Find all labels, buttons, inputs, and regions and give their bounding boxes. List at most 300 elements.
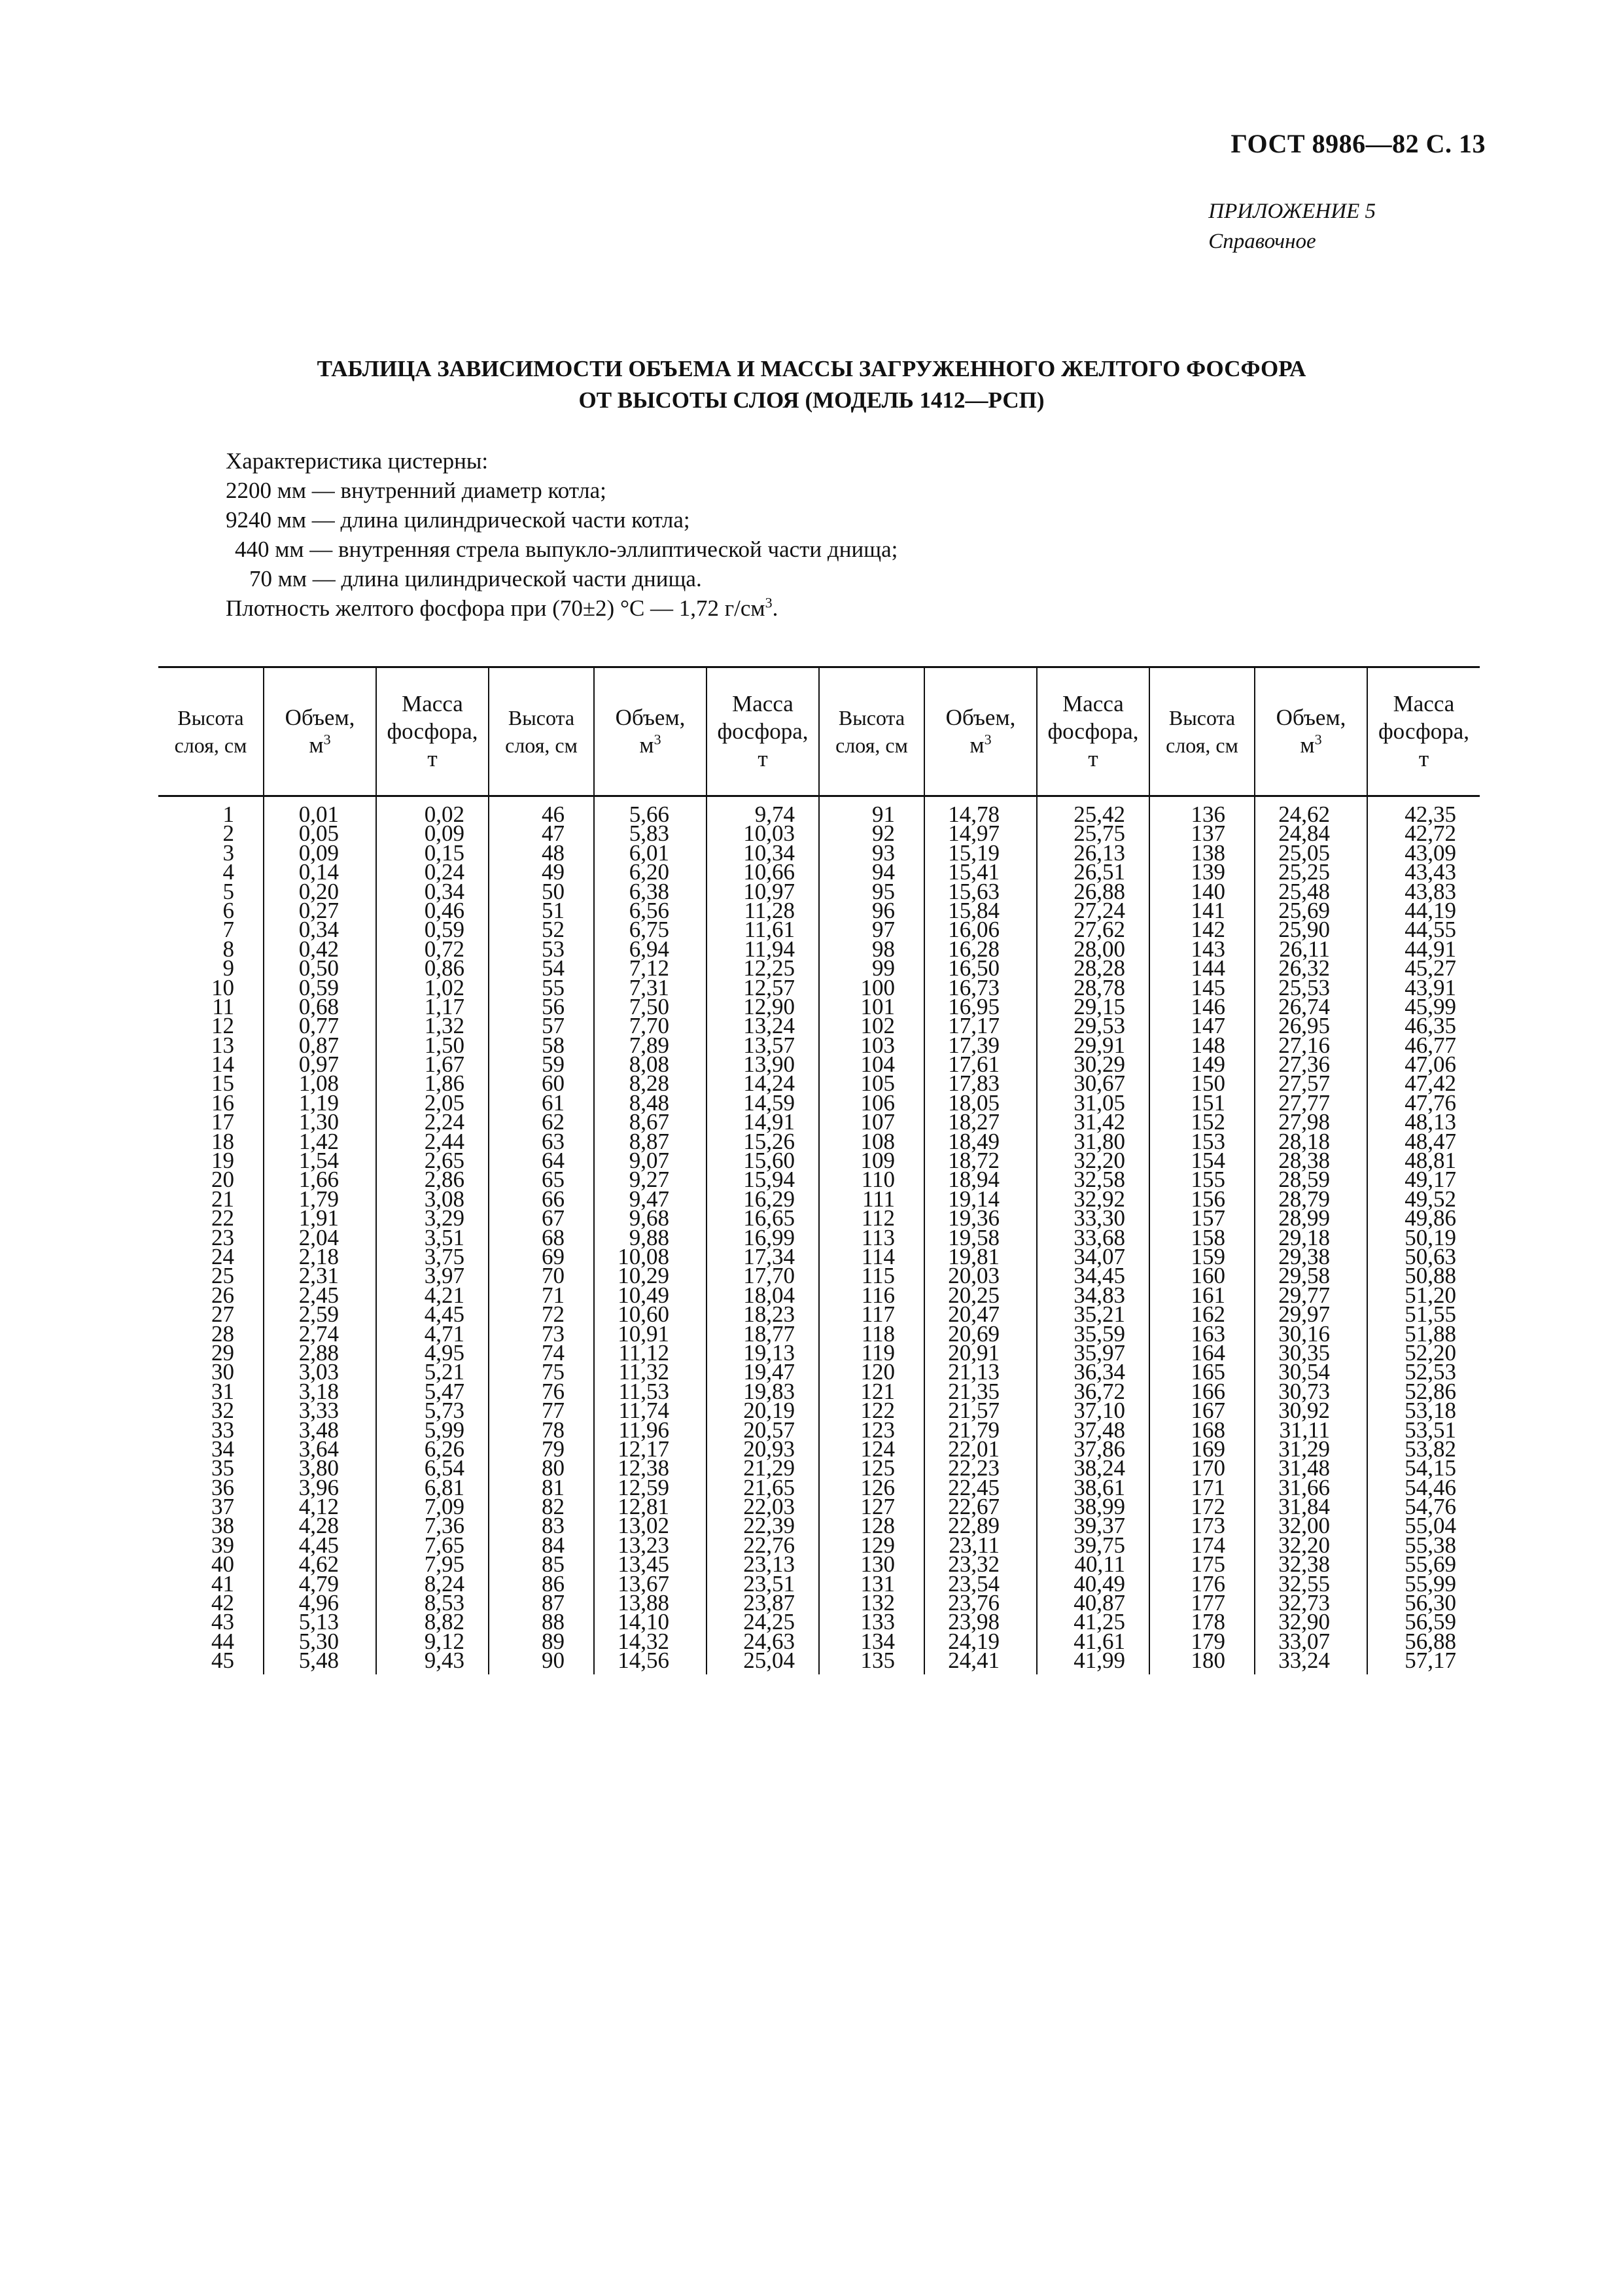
volume-value: 22,67 [948, 1494, 1000, 1520]
height-value: 1 [222, 802, 234, 827]
mass-value: 1,67 [424, 1051, 464, 1078]
height-value: 2 [222, 821, 234, 847]
density-unit-exponent: 3 [765, 594, 773, 611]
height-value: 167 [1191, 1398, 1225, 1424]
volume-value: 27,98 [1278, 1109, 1330, 1135]
height-value: 144 [1191, 955, 1225, 981]
header-volume-exponent: 3 [984, 731, 992, 748]
volume-value: 31,11 [1279, 1417, 1330, 1443]
mass-value: 20,19 [743, 1398, 795, 1424]
header-volume-unit: м [969, 732, 985, 758]
height-value: 28 [211, 1320, 234, 1347]
volume-value: 16,73 [948, 974, 1000, 1000]
mass-value: 43,43 [1405, 859, 1456, 885]
header-mass [1037, 667, 1149, 796]
height-value: 82 [542, 1494, 565, 1520]
mass-value: 8,53 [424, 1590, 464, 1616]
volume-value: 5,48 [298, 1648, 339, 1674]
height-value: 124 [860, 1436, 895, 1462]
mass-value: 26,88 [1073, 878, 1125, 904]
mass-value: 0,72 [424, 936, 464, 962]
header-volume-line-1: Объем, [945, 705, 1016, 730]
mass-value: 8,82 [424, 1609, 464, 1635]
mass-value: 56,59 [1405, 1609, 1456, 1635]
volume-value: 10,91 [618, 1320, 669, 1347]
volume-value: 12,81 [618, 1494, 669, 1520]
volume-value: 0,59 [298, 974, 339, 1000]
mass-value: 28,78 [1073, 974, 1125, 1000]
height-value: 158 [1191, 1224, 1225, 1250]
mass-value: 9,12 [424, 1628, 464, 1654]
volume-value: 20,25 [948, 1282, 1000, 1308]
header-volume [924, 667, 1037, 796]
volume-value: 0,34 [298, 917, 339, 943]
height-value: 151 [1191, 1089, 1225, 1116]
volume-value: 23,76 [948, 1590, 1000, 1616]
height-value: 43 [211, 1609, 234, 1635]
height-value: 109 [860, 1148, 895, 1174]
mass-value: 53,82 [1405, 1436, 1456, 1462]
volume-value: 14,32 [618, 1628, 669, 1654]
column-masses-3 [1037, 796, 1149, 1674]
header-mass [707, 667, 819, 796]
document-reference: ГОСТ 8986—82 С. 13 [1230, 129, 1486, 158]
height-value: 68 [542, 1224, 565, 1250]
column-heights-2 [489, 796, 594, 1674]
height-value: 174 [1191, 1532, 1225, 1558]
mass-value: 1,17 [424, 993, 464, 1019]
height-value: 108 [860, 1128, 895, 1154]
height-value: 38 [211, 1513, 234, 1539]
volume-value: 7,31 [629, 974, 669, 1000]
height-value: 14 [211, 1051, 234, 1078]
mass-value: 5,21 [424, 1359, 464, 1385]
mass-value: 36,34 [1073, 1359, 1125, 1385]
mass-value: 18,04 [743, 1282, 795, 1308]
header-volume-unit: м [309, 732, 324, 758]
height-value: 119 [861, 1339, 895, 1366]
spec-bottom-arrow: 440 мм — внутренняя стрела выпукло-эллиптической части днища; [235, 537, 898, 562]
volume-value: 20,91 [948, 1339, 1000, 1366]
height-value: 90 [542, 1648, 565, 1674]
header-height [1149, 667, 1255, 796]
volume-value: 24,41 [948, 1648, 1000, 1674]
mass-value: 53,18 [1405, 1398, 1456, 1424]
mass-value: 52,53 [1405, 1359, 1456, 1385]
height-value: 4 [222, 859, 234, 885]
height-value: 131 [860, 1570, 895, 1597]
mass-value: 17,70 [743, 1263, 795, 1289]
height-value: 22 [211, 1205, 234, 1231]
height-value: 125 [860, 1455, 895, 1481]
height-value: 117 [861, 1301, 895, 1328]
mass-value: 3,08 [424, 1186, 464, 1212]
height-value: 5 [222, 878, 234, 904]
volume-value: 32,55 [1278, 1570, 1330, 1597]
mass-value: 0,09 [424, 821, 464, 847]
mass-value: 18,23 [743, 1301, 795, 1328]
height-value: 132 [860, 1590, 895, 1616]
volume-value: 22,89 [948, 1513, 1000, 1539]
height-value: 30 [211, 1359, 234, 1385]
volume-value: 30,54 [1278, 1359, 1330, 1385]
height-value: 85 [542, 1551, 565, 1578]
mass-value: 2,86 [424, 1167, 464, 1193]
mass-value: 9,43 [424, 1648, 464, 1674]
header-volume-line-1: Объем, [615, 705, 686, 730]
height-value: 7 [222, 917, 234, 943]
height-value: 146 [1191, 993, 1225, 1019]
height-value: 133 [860, 1609, 895, 1635]
mass-value: 19,83 [743, 1378, 795, 1404]
mass-value: 21,65 [743, 1474, 795, 1500]
volume-value: 8,87 [629, 1128, 669, 1154]
height-value: 40 [211, 1551, 234, 1578]
height-value: 27 [211, 1301, 234, 1328]
volume-value: 0,97 [298, 1051, 339, 1078]
mass-value: 12,90 [743, 993, 795, 1019]
mass-value: 46,35 [1405, 1013, 1456, 1039]
header-volume-exponent: 3 [654, 731, 661, 748]
mass-value: 1,86 [424, 1070, 464, 1097]
volume-value: 20,69 [948, 1320, 1000, 1347]
volume-value: 17,39 [948, 1032, 1000, 1058]
volume-value: 2,04 [298, 1224, 339, 1250]
mass-value: 29,91 [1073, 1032, 1125, 1058]
mass-value: 14,59 [743, 1089, 795, 1116]
mass-value: 45,27 [1405, 955, 1456, 981]
volume-value: 6,38 [629, 878, 669, 904]
header-mass-line-2: фосфора, [387, 718, 478, 744]
mass-value: 38,24 [1073, 1455, 1125, 1481]
mass-value: 38,61 [1073, 1474, 1125, 1500]
height-value: 145 [1191, 974, 1225, 1000]
header-volume-line-2 [595, 732, 706, 759]
mass-value: 1,50 [424, 1032, 464, 1058]
height-value: 57 [542, 1013, 565, 1039]
table-title [0, 353, 1623, 416]
height-value: 46 [542, 802, 565, 827]
header-height-line-1: Высота [1168, 706, 1236, 730]
volume-value: 20,03 [948, 1263, 1000, 1289]
height-value: 105 [860, 1070, 895, 1097]
volume-value: 14,97 [948, 821, 1000, 847]
volume-value: 28,79 [1278, 1186, 1330, 1212]
mass-value: 20,93 [743, 1436, 795, 1462]
height-value: 159 [1191, 1243, 1225, 1269]
volume-value: 0,01 [298, 802, 339, 827]
volume-value: 15,84 [948, 897, 1000, 923]
appendix-label [1208, 196, 1376, 256]
mass-value: 0,02 [424, 802, 464, 827]
height-value: 66 [542, 1186, 565, 1212]
volume-value: 15,63 [948, 878, 1000, 904]
height-value: 97 [872, 917, 895, 943]
height-value: 140 [1191, 878, 1225, 904]
volume-value: 0,42 [298, 936, 339, 962]
mass-value: 42,72 [1405, 821, 1456, 847]
height-value: 21 [211, 1186, 234, 1212]
height-value: 161 [1191, 1282, 1225, 1308]
mass-value: 51,55 [1405, 1301, 1456, 1328]
height-value: 81 [542, 1474, 565, 1500]
height-value: 173 [1191, 1513, 1225, 1539]
mass-value: 56,30 [1405, 1590, 1456, 1616]
height-value: 104 [860, 1051, 895, 1078]
height-value: 130 [860, 1551, 895, 1578]
height-value: 157 [1191, 1205, 1225, 1231]
height-value: 59 [542, 1051, 565, 1078]
height-value: 98 [872, 936, 895, 962]
header-mass-line-1: Масса [1393, 691, 1455, 716]
mass-value: 54,46 [1405, 1474, 1456, 1500]
column-masses-2 [707, 796, 819, 1674]
header-mass-line-2: фосфора, [1378, 718, 1469, 744]
volume-value: 26,95 [1278, 1013, 1330, 1039]
volume-value: 32,90 [1278, 1609, 1330, 1635]
volume-value: 24,19 [948, 1628, 1000, 1654]
height-value: 162 [1191, 1301, 1225, 1328]
volume-value: 2,88 [298, 1339, 339, 1366]
mass-value: 17,34 [743, 1243, 795, 1269]
volume-value: 6,20 [629, 859, 669, 885]
spec-cylinder-length: 9240 мм — длина цилиндрической части котла; [226, 507, 690, 533]
mass-value: 7,09 [424, 1494, 464, 1520]
volume-value: 1,42 [298, 1128, 339, 1154]
volume-value: 18,05 [948, 1089, 1000, 1116]
header-mass-line-3: т [427, 746, 438, 771]
mass-value: 28,28 [1073, 955, 1125, 981]
mass-value: 25,42 [1073, 802, 1125, 827]
table-title-line-2: ОТ ВЫСОТЫ СЛОЯ (МОДЕЛЬ 1412—РСП) [578, 387, 1045, 413]
volume-value: 7,70 [629, 1013, 669, 1039]
characteristics-heading: Характеристика цистерны: [226, 448, 489, 474]
height-value: 170 [1191, 1455, 1225, 1481]
mass-value: 51,20 [1405, 1282, 1456, 1308]
mass-value: 41,61 [1073, 1628, 1125, 1654]
height-value: 61 [542, 1089, 565, 1116]
volume-value: 13,23 [618, 1532, 669, 1558]
height-value: 50 [542, 878, 565, 904]
mass-value: 38,99 [1073, 1494, 1125, 1520]
volume-value: 18,72 [948, 1148, 1000, 1174]
volume-value: 31,84 [1278, 1494, 1330, 1520]
height-value: 76 [542, 1378, 565, 1404]
header-mass-line-2: фосфора, [717, 718, 809, 744]
table-title-line-1: ТАБЛИЦА ЗАВИСИМОСТИ ОБЪЕМА И МАССЫ ЗАГРУЖЕННОГО ЖЕЛТОГО ФОСФОРА [317, 356, 1306, 381]
volume-value: 23,98 [948, 1609, 1000, 1635]
height-value: 160 [1191, 1263, 1225, 1289]
height-value: 19 [211, 1148, 234, 1174]
volume-value: 0,09 [298, 839, 339, 866]
height-value: 147 [1191, 1013, 1225, 1039]
height-value: 3 [222, 839, 234, 866]
height-value: 135 [860, 1648, 895, 1674]
volume-value: 12,59 [618, 1474, 669, 1500]
mass-value: 26,51 [1073, 859, 1125, 885]
mass-value: 47,42 [1405, 1070, 1456, 1097]
volume-value: 21,57 [948, 1398, 1000, 1424]
volume-value: 5,66 [629, 802, 669, 827]
volume-value: 5,83 [629, 821, 669, 847]
height-value: 134 [860, 1628, 895, 1654]
mass-value: 26,13 [1073, 839, 1125, 866]
column-volumes-4 [1255, 796, 1367, 1674]
volume-value: 0,20 [298, 878, 339, 904]
volume-value: 8,67 [629, 1109, 669, 1135]
volume-value: 6,01 [629, 839, 669, 866]
volume-value: 5,30 [298, 1628, 339, 1654]
volume-value: 5,13 [298, 1609, 339, 1635]
mass-value: 5,47 [424, 1378, 464, 1404]
height-value: 78 [542, 1417, 565, 1443]
height-value: 9 [222, 955, 234, 981]
mass-value: 4,45 [424, 1301, 464, 1328]
tank-characteristics [226, 446, 898, 623]
height-value: 37 [211, 1494, 234, 1520]
mass-value: 16,99 [743, 1224, 795, 1250]
header-mass-line-3: т [1418, 746, 1429, 771]
mass-value: 12,57 [743, 974, 795, 1000]
header-height-line-2: слоя, см [174, 733, 247, 757]
mass-value: 34,83 [1073, 1282, 1125, 1308]
volume-value: 11,12 [618, 1339, 669, 1366]
header-mass-line-1: Масса [1062, 691, 1124, 716]
volume-value: 3,96 [298, 1474, 339, 1500]
height-value: 25 [211, 1263, 234, 1289]
height-value: 36 [211, 1474, 234, 1500]
mass-value: 5,73 [424, 1398, 464, 1424]
mass-value: 19,13 [743, 1339, 795, 1366]
mass-value: 48,47 [1405, 1128, 1456, 1154]
mass-value: 11,28 [744, 897, 795, 923]
height-value: 172 [1191, 1494, 1225, 1520]
height-value: 54 [542, 955, 565, 981]
mass-value: 37,48 [1073, 1417, 1125, 1443]
header-height [489, 667, 594, 796]
column-volumes-1 [264, 796, 376, 1674]
height-value: 86 [542, 1570, 565, 1597]
header-volume [1255, 667, 1367, 796]
mass-value: 28,00 [1073, 936, 1125, 962]
volume-value: 2,45 [298, 1282, 339, 1308]
header-height-line-1: Высота [508, 706, 575, 730]
height-value: 96 [872, 897, 895, 923]
mass-value: 50,63 [1405, 1243, 1456, 1269]
mass-value: 27,62 [1073, 917, 1125, 943]
mass-value: 52,86 [1405, 1378, 1456, 1404]
height-value: 107 [860, 1109, 895, 1135]
mass-value: 27,24 [1073, 897, 1125, 923]
height-value: 58 [542, 1032, 565, 1058]
table-header-row [158, 667, 1480, 796]
volume-value: 15,19 [948, 839, 1000, 866]
mass-value: 43,91 [1405, 974, 1456, 1000]
volume-value: 4,62 [298, 1551, 339, 1578]
density-text: Плотность желтого фосфора при (70±2) °С — 1,72 г/см [226, 595, 765, 621]
height-value: 62 [542, 1109, 565, 1135]
mass-value: 42,35 [1405, 802, 1456, 827]
height-value: 126 [860, 1474, 895, 1500]
mass-value: 24,63 [743, 1628, 795, 1654]
volume-value: 3,03 [298, 1359, 339, 1385]
height-value: 166 [1191, 1378, 1225, 1404]
header-mass-line-2: фосфора, [1047, 718, 1139, 744]
height-value: 45 [211, 1648, 234, 1674]
volume-value: 4,45 [298, 1532, 339, 1558]
volume-value: 15,41 [948, 859, 1000, 885]
header-mass-line-3: т [758, 746, 768, 771]
mass-value: 0,15 [424, 839, 464, 866]
height-value: 101 [860, 993, 895, 1019]
mass-value: 55,04 [1405, 1513, 1456, 1539]
height-value: 93 [872, 839, 895, 866]
volume-value: 1,08 [298, 1070, 339, 1097]
header-volume-exponent: 3 [323, 731, 331, 748]
mass-value: 19,47 [743, 1359, 795, 1385]
column-heights-1 [158, 796, 264, 1674]
volume-value: 25,69 [1278, 897, 1330, 923]
height-value: 70 [542, 1263, 565, 1289]
height-value: 17 [211, 1109, 234, 1135]
mass-value: 31,80 [1073, 1128, 1125, 1154]
height-value: 75 [542, 1359, 565, 1385]
mass-value: 52,20 [1405, 1339, 1456, 1366]
header-volume-line-2 [925, 732, 1036, 759]
mass-value: 23,13 [743, 1551, 795, 1578]
mass-value: 31,05 [1073, 1089, 1125, 1116]
height-value: 123 [860, 1417, 895, 1443]
height-value: 113 [861, 1224, 895, 1250]
height-value: 150 [1191, 1070, 1225, 1097]
height-value: 136 [1191, 802, 1225, 827]
mass-value: 11,61 [744, 917, 795, 943]
mass-value: 18,77 [743, 1320, 795, 1347]
header-volume-line-1: Объем, [285, 705, 355, 730]
header-mass-line-3: т [1088, 746, 1098, 771]
volume-value: 31,29 [1278, 1436, 1330, 1462]
volume-value: 3,48 [298, 1417, 339, 1443]
mass-value: 2,44 [424, 1128, 464, 1154]
mass-value: 6,54 [424, 1455, 464, 1481]
volume-value: 10,60 [618, 1301, 669, 1328]
mass-value: 51,88 [1405, 1320, 1456, 1347]
height-value: 102 [860, 1013, 895, 1039]
mass-value: 56,88 [1405, 1628, 1456, 1654]
mass-value: 4,21 [424, 1282, 464, 1308]
volume-value: 16,06 [948, 917, 1000, 943]
mass-value: 3,29 [424, 1205, 464, 1231]
mass-value: 36,72 [1073, 1378, 1125, 1404]
volume-value: 18,49 [948, 1128, 1000, 1154]
mass-value: 30,67 [1073, 1070, 1125, 1097]
mass-value: 40,87 [1073, 1590, 1125, 1616]
volume-value: 13,02 [618, 1513, 669, 1539]
height-value: 153 [1191, 1128, 1225, 1154]
height-value: 53 [542, 936, 565, 962]
height-value: 111 [862, 1186, 895, 1212]
mass-value: 21,29 [743, 1455, 795, 1481]
height-value: 127 [860, 1494, 895, 1520]
height-value: 156 [1191, 1186, 1225, 1212]
volume-value: 7,12 [629, 955, 669, 981]
spec-boiler-diameter: 2200 мм — внутренний диаметр котла; [226, 478, 606, 503]
mass-value: 55,69 [1405, 1551, 1456, 1578]
height-value: 29 [211, 1339, 234, 1366]
volume-value: 0,05 [298, 821, 339, 847]
mass-value: 32,20 [1073, 1148, 1125, 1174]
volume-value: 7,50 [629, 993, 669, 1019]
